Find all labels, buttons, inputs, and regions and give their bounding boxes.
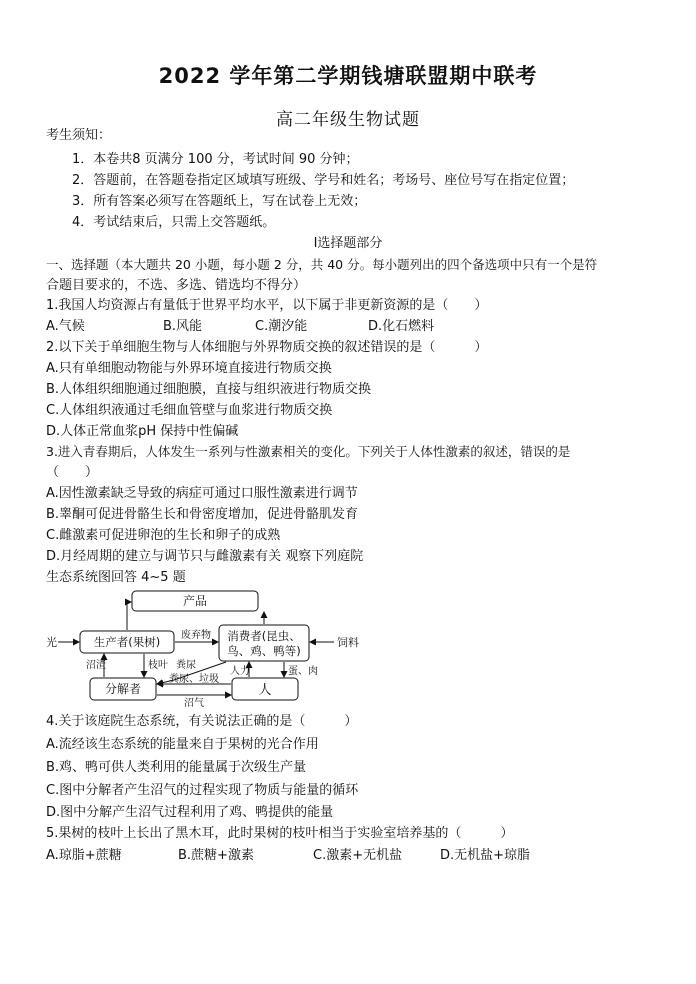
option-c: C.人体组织液通过毛细血管壁与血浆进行物质交换 xyxy=(46,403,333,418)
branches-label: 枝叶 xyxy=(148,660,168,671)
question-stem: 2.以下关于单细胞生物与人体细胞与外界物质交换的叙述错误的是（ ） xyxy=(46,340,488,355)
option-b: B.风能 xyxy=(163,319,203,334)
exam-subtitle: 高二年级生物试题 xyxy=(276,110,420,130)
notice-heading: 考生须知： xyxy=(46,128,112,143)
notice-item: 3．所有答案必须写在答题纸上，写在试卷上无效； xyxy=(72,194,367,209)
option-c: C.激素+无机盐 xyxy=(313,848,403,863)
exam-title: 2022 学年第二学期钱塘联盟期中联考 xyxy=(158,64,538,88)
option-d: D.无机盐+琼脂 xyxy=(440,848,531,863)
option-a: A.气候 xyxy=(46,319,85,334)
option-c: C.潮汐能 xyxy=(255,319,308,334)
section-intro: 一、选择题（本大题共 20 小题，每小题 2 分，共 40 分。每小题列出的四个备选项中只有一个是符 xyxy=(46,257,598,272)
option-d: D.月经周期的建立与调节只与雌激素有关 观察下列庭院 xyxy=(46,549,364,564)
option-b: B.鸡、鸭可供人类利用的能量属于次级生产量 xyxy=(46,760,307,775)
labor-label: 人力 xyxy=(230,666,250,677)
product-label: 产品 xyxy=(182,594,208,608)
producer-label: 生产者(果树) xyxy=(93,635,161,649)
garbage-label: 粪尿、垃圾 xyxy=(169,674,219,685)
notice-item: 2．答题前，在答题卷指定区域填写班级、学号和姓名；考场号、座位号写在指定位置； xyxy=(72,173,575,188)
question-stem: 1.我国人均资源占有量低于世界平均水平，以下属于非更新资源的是（ ） xyxy=(46,298,488,313)
option-a: A.流经该生态系统的能量来自于果树的光合作用 xyxy=(46,737,319,752)
question-stem: 5.果树的枝叶上长出了黑木耳，此时果树的枝叶相当于实验室培养基的（ ） xyxy=(46,826,514,841)
residue-label: 沼渣 xyxy=(86,660,106,671)
ecosystem-diagram xyxy=(44,588,374,708)
decomposer-label: 分解者 xyxy=(104,682,142,696)
option-b: B.睾酮可促进骨骼生长和骨密度增加，促进骨骼肌发育 xyxy=(46,507,359,522)
consumer-label-2: 鸟、鸡、鸭等) xyxy=(227,644,301,658)
option-a: A.因性激素缺乏导致的病症可通过口服性激素进行调节 xyxy=(46,486,358,501)
option-b: B.人体组织细胞通过细胞膜，直接与组织液进行物质交换 xyxy=(46,382,372,397)
light-label: 光 xyxy=(46,636,57,649)
manure-label: 粪尿 xyxy=(176,660,196,671)
notice-item: 4．考试结束后，只需上交答题纸。 xyxy=(72,215,276,230)
option-d: D.人体正常血浆pH 保持中性偏碱 xyxy=(46,424,239,439)
option-d: D.图中分解产生沼气过程利用了鸡、鸭提供的能量 xyxy=(46,805,334,820)
question-stem: 3.进入青春期后，人体发生一系列与性激素相关的变化。下列关于人体性激素的叙述，错误的是 xyxy=(46,444,571,459)
human-label: 人 xyxy=(258,683,272,698)
option-a: A.琼脂+蔗糖 xyxy=(46,848,122,863)
option-c: C.图中分解者产生沼气的过程实现了物质与能量的循环 xyxy=(46,783,359,798)
option-d: D.化石燃料 xyxy=(368,319,435,334)
eggs-meat-label: 蛋、肉 xyxy=(288,666,318,677)
consumer-label-1: 消费者(昆虫、 xyxy=(227,629,301,643)
feed-label: 饲料 xyxy=(337,636,359,649)
notice-item: 1．本卷共8 页满分 100 分，考试时间 90 分钟； xyxy=(72,152,359,167)
option-c: C.雌激素可促进卵泡的生长和卵子的成熟 xyxy=(46,528,281,543)
option-b: B.蔗糖+激素 xyxy=(178,848,254,863)
biogas-label: 沼气 xyxy=(184,698,204,708)
option-a: A.只有单细胞动物能与外界环境直接进行物质交换 xyxy=(46,361,332,376)
diagram-intro: 生态系统图回答 4~5 题 xyxy=(46,570,186,585)
section-heading: Ⅰ选择题部分 xyxy=(313,236,383,251)
question-stem: 4.关于该庭院生态系统，有关说法正确的是（ ） xyxy=(46,714,358,729)
waste-label: 废弃物 xyxy=(181,630,211,641)
section-intro: 合题目要求的，不选、多选、错选均不得分） xyxy=(46,278,307,293)
question-stem: （ ） xyxy=(46,465,99,480)
